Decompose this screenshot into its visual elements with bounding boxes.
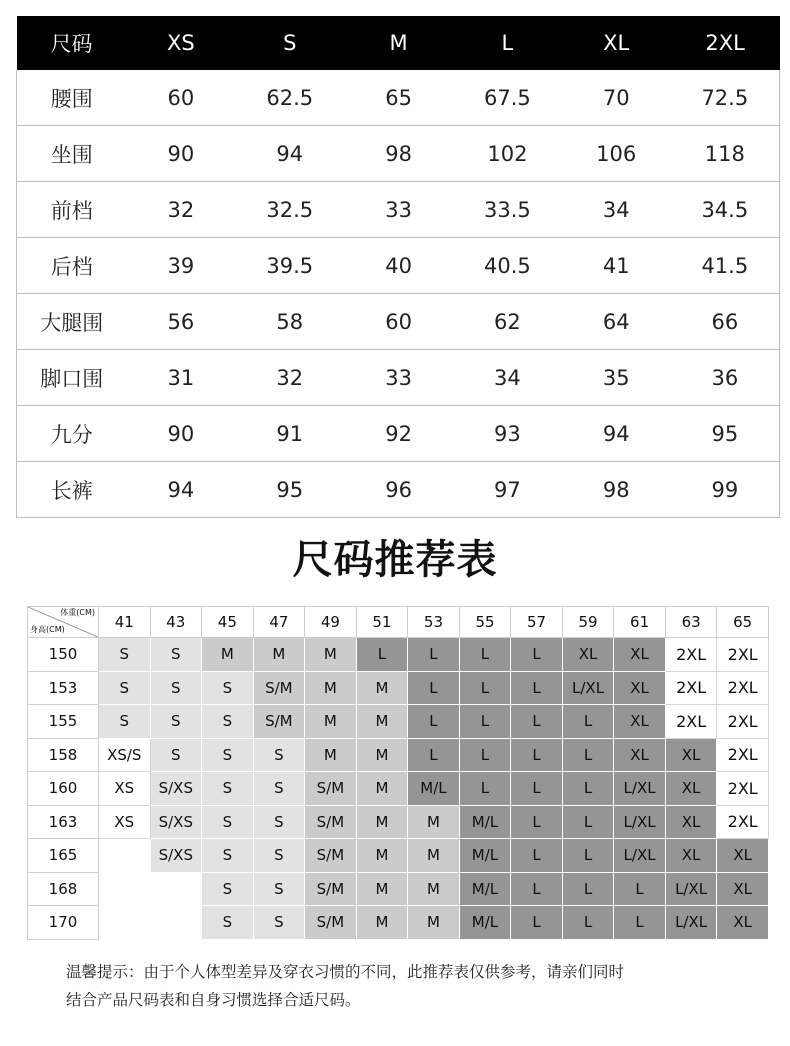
spec-cell: 96	[344, 462, 453, 518]
spec-cell: 67.5	[453, 70, 562, 126]
size-recommend-cell: L	[511, 772, 563, 806]
spec-cell: 62	[453, 294, 562, 350]
size-recommend-cell: S	[99, 638, 151, 672]
spec-row	[17, 294, 780, 350]
size-recommend-cell: L	[511, 705, 563, 739]
size-recommend-cell: M	[356, 705, 408, 739]
size-recommend-cell: S	[202, 839, 254, 873]
spec-cell: 90	[127, 126, 236, 182]
size-recommend-cell: XS/S	[99, 738, 151, 772]
spec-cell: 35	[562, 350, 671, 406]
size-recommend-cell: M	[202, 638, 254, 672]
weight-header-cell: 43	[150, 607, 202, 638]
size-recommend-cell: L/XL	[614, 839, 666, 873]
size-recommend-cell: M	[305, 638, 357, 672]
spec-header-cell: L	[453, 16, 562, 70]
spec-cell: 93	[453, 406, 562, 462]
size-recommend-cell: M	[408, 872, 460, 906]
tip-line-1: 温馨提示：由于个人体型差异及穿衣习惯的不同，此推荐表仅供参考，请亲们同时	[66, 963, 625, 981]
size-recommend-cell: XS	[99, 772, 151, 806]
size-recommend-cell: M	[356, 839, 408, 873]
spec-header-cell: 2XL	[671, 16, 780, 70]
size-recommend-cell: XL	[717, 872, 769, 906]
spec-cell: 40	[344, 238, 453, 294]
height-row	[28, 705, 769, 739]
spec-cell: 102	[453, 126, 562, 182]
size-recommend-cell: L	[459, 638, 511, 672]
size-recommend-cell	[99, 906, 151, 940]
spec-cell: 94	[127, 462, 236, 518]
weight-header-cell: 49	[305, 607, 357, 638]
size-recommend-cell: M	[305, 705, 357, 739]
size-recommend-cell: XL	[717, 906, 769, 940]
size-recommend-cell: M	[356, 805, 408, 839]
size-recommend-cell: L	[511, 805, 563, 839]
spec-cell: 41	[562, 238, 671, 294]
size-recommend-cell: XL	[614, 638, 666, 672]
size-recommend-cell: L/XL	[562, 671, 614, 705]
weight-axis-label: 体重(CM)	[60, 608, 95, 617]
recommend-body	[28, 607, 769, 940]
size-recommend-cell: L	[459, 705, 511, 739]
size-recommend-cell: L	[562, 705, 614, 739]
height-label: 163	[28, 805, 99, 839]
spec-body	[17, 70, 780, 518]
weight-header-cell: 41	[99, 607, 151, 638]
size-recommend-cell: L	[511, 671, 563, 705]
size-recommend-cell: 2XL	[665, 671, 717, 705]
height-row	[28, 772, 769, 806]
weight-header-cell: 47	[253, 607, 305, 638]
size-recommend-cell: XL	[717, 839, 769, 873]
height-row	[28, 738, 769, 772]
spec-cell: 95	[671, 406, 780, 462]
height-row	[28, 872, 769, 906]
spec-row-label: 坐围	[17, 126, 127, 182]
tip-note	[66, 958, 756, 1014]
size-recommend-cell	[150, 872, 202, 906]
spec-row	[17, 126, 780, 182]
spec-row	[17, 350, 780, 406]
weight-header-cell: 57	[511, 607, 563, 638]
size-recommend-cell: 2XL	[717, 805, 769, 839]
size-recommend-cell: 2XL	[665, 638, 717, 672]
spec-cell: 60	[127, 70, 236, 126]
height-row	[28, 805, 769, 839]
spec-cell: 31	[127, 350, 236, 406]
size-recommend-cell: M	[408, 839, 460, 873]
weight-header-cell: 65	[717, 607, 769, 638]
size-recommend-cell: L	[408, 705, 460, 739]
spec-cell: 60	[344, 294, 453, 350]
size-recommend-cell: S	[150, 638, 202, 672]
size-recommend-cell: XL	[665, 772, 717, 806]
height-label: 168	[28, 872, 99, 906]
size-recommend-cell: S	[202, 805, 254, 839]
spec-cell: 64	[562, 294, 671, 350]
spec-row	[17, 462, 780, 518]
height-label: 160	[28, 772, 99, 806]
size-recommend-cell: S	[202, 738, 254, 772]
spec-cell: 97	[453, 462, 562, 518]
height-label: 158	[28, 738, 99, 772]
size-recommend-table	[27, 606, 769, 940]
size-spec-table	[16, 16, 780, 518]
spec-row-label: 九分	[17, 406, 127, 462]
size-recommend-cell: M/L	[459, 872, 511, 906]
spec-header-cell: M	[344, 16, 453, 70]
spec-cell: 56	[127, 294, 236, 350]
weight-header-cell: 45	[202, 607, 254, 638]
size-recommend-cell	[150, 906, 202, 940]
recommend-title: 尺码推荐表	[292, 537, 498, 583]
size-recommend-cell: S	[253, 906, 305, 940]
height-row	[28, 906, 769, 940]
size-recommend-cell: S	[99, 671, 151, 705]
size-recommend-cell: S	[253, 872, 305, 906]
spec-cell: 41.5	[671, 238, 780, 294]
size-recommend-cell: L	[459, 671, 511, 705]
size-recommend-cell: S/M	[253, 705, 305, 739]
spec-row	[17, 182, 780, 238]
size-recommend-cell: S	[253, 839, 305, 873]
spec-cell: 62.5	[235, 70, 344, 126]
size-recommend-cell: L	[511, 738, 563, 772]
spec-row-label: 前档	[17, 182, 127, 238]
spec-cell: 94	[562, 406, 671, 462]
size-recommend-cell: S	[253, 772, 305, 806]
spec-cell: 99	[671, 462, 780, 518]
size-recommend-cell: L	[459, 772, 511, 806]
size-recommend-cell: L	[562, 839, 614, 873]
size-recommend-cell: S	[150, 671, 202, 705]
size-recommend-cell: XL	[665, 738, 717, 772]
size-recommend-cell: 2XL	[717, 738, 769, 772]
size-recommend-cell: S/XS	[150, 839, 202, 873]
spec-header-cell: S	[235, 16, 344, 70]
weight-header-cell: 55	[459, 607, 511, 638]
spec-cell: 33.5	[453, 182, 562, 238]
spec-cell: 106	[562, 126, 671, 182]
size-recommend-cell: L	[408, 671, 460, 705]
spec-cell: 36	[671, 350, 780, 406]
spec-cell: 33	[344, 350, 453, 406]
size-recommend-cell: S/M	[305, 872, 357, 906]
height-label: 170	[28, 906, 99, 940]
size-recommend-cell: L	[408, 638, 460, 672]
size-recommend-cell: L/XL	[665, 872, 717, 906]
size-recommend-cell: 2XL	[717, 638, 769, 672]
spec-cell: 91	[235, 406, 344, 462]
size-recommend-cell: XL	[562, 638, 614, 672]
weight-header-row	[28, 607, 769, 638]
spec-cell: 70	[562, 70, 671, 126]
spec-cell: 65	[344, 70, 453, 126]
size-recommend-cell: S	[253, 738, 305, 772]
corner-cell	[28, 607, 99, 638]
size-recommend-cell: S	[253, 805, 305, 839]
size-recommend-cell: S/M	[305, 906, 357, 940]
spec-cell: 32	[127, 182, 236, 238]
size-recommend-cell: 2XL	[717, 705, 769, 739]
spec-row-label: 大腿围	[17, 294, 127, 350]
size-recommend-cell: M	[356, 872, 408, 906]
spec-row	[17, 238, 780, 294]
weight-header-cell: 63	[665, 607, 717, 638]
size-recommend-cell: L	[562, 772, 614, 806]
height-label: 150	[28, 638, 99, 672]
height-label: 153	[28, 671, 99, 705]
size-recommend-cell: XL	[665, 839, 717, 873]
size-recommend-cell: S	[150, 705, 202, 739]
size-recommend-cell: S	[202, 671, 254, 705]
spec-row-label: 腰围	[17, 70, 127, 126]
height-axis-label: 身高(CM)	[30, 625, 65, 634]
spec-header-cell: XS	[127, 16, 236, 70]
spec-cell: 39.5	[235, 238, 344, 294]
spec-cell: 40.5	[453, 238, 562, 294]
size-recommend-cell: L	[356, 638, 408, 672]
spec-header-cell: XL	[562, 16, 671, 70]
size-recommend-cell: L	[511, 839, 563, 873]
size-recommend-cell: M	[253, 638, 305, 672]
size-recommend-cell: L	[614, 906, 666, 940]
size-recommend-cell: S/M	[305, 839, 357, 873]
spec-row	[17, 406, 780, 462]
spec-cell: 92	[344, 406, 453, 462]
size-recommend-cell: 2XL	[717, 671, 769, 705]
size-recommend-cell: S	[202, 872, 254, 906]
size-recommend-cell: L	[562, 872, 614, 906]
size-recommend-cell	[99, 872, 151, 906]
size-recommend-cell: M/L	[459, 839, 511, 873]
spec-cell: 90	[127, 406, 236, 462]
spec-cell: 72.5	[671, 70, 780, 126]
size-recommend-cell: L	[562, 805, 614, 839]
weight-header-cell: 51	[356, 607, 408, 638]
tip-line-2: 结合产品尺码表和自身习惯选择合适尺码。	[66, 991, 361, 1009]
height-row	[28, 671, 769, 705]
size-recommend-cell: L	[614, 872, 666, 906]
spec-row-label: 长裤	[17, 462, 127, 518]
size-recommend-cell: L	[511, 872, 563, 906]
spec-cell: 98	[562, 462, 671, 518]
size-recommend-cell: S/XS	[150, 805, 202, 839]
size-recommend-cell: L	[511, 638, 563, 672]
spec-cell: 58	[235, 294, 344, 350]
height-label: 155	[28, 705, 99, 739]
size-recommend-cell: S	[202, 772, 254, 806]
size-recommend-cell: XL	[614, 738, 666, 772]
size-recommend-cell: M	[356, 906, 408, 940]
size-recommend-cell: L/XL	[614, 805, 666, 839]
size-recommend-cell: M	[305, 738, 357, 772]
size-recommend-cell: 2XL	[717, 772, 769, 806]
size-recommend-cell: M	[408, 906, 460, 940]
height-row	[28, 638, 769, 672]
spec-cell: 33	[344, 182, 453, 238]
size-recommend-cell: S	[202, 705, 254, 739]
spec-cell: 98	[344, 126, 453, 182]
size-recommend-cell: XL	[614, 671, 666, 705]
size-recommend-cell: XS	[99, 805, 151, 839]
size-recommend-cell: M/L	[408, 772, 460, 806]
size-recommend-cell: S	[202, 906, 254, 940]
spec-cell: 94	[235, 126, 344, 182]
height-row	[28, 839, 769, 873]
spec-cell: 118	[671, 126, 780, 182]
spec-row	[17, 70, 780, 126]
size-recommend-cell: M	[305, 671, 357, 705]
size-recommend-cell: L	[562, 906, 614, 940]
spec-cell: 32	[235, 350, 344, 406]
size-recommend-cell: M	[408, 805, 460, 839]
size-recommend-cell: L	[459, 738, 511, 772]
size-recommend-cell: M	[356, 671, 408, 705]
spec-cell: 32.5	[235, 182, 344, 238]
size-recommend-cell: L	[562, 738, 614, 772]
spec-header-cell: 尺码	[17, 16, 127, 70]
spec-cell: 34	[453, 350, 562, 406]
spec-cell: 34	[562, 182, 671, 238]
weight-header-cell: 61	[614, 607, 666, 638]
size-recommend-cell: M/L	[459, 906, 511, 940]
spec-cell: 95	[235, 462, 344, 518]
size-recommend-cell: S/M	[305, 805, 357, 839]
spec-row-label: 脚口围	[17, 350, 127, 406]
size-recommend-cell: 2XL	[665, 705, 717, 739]
spec-row-label: 后档	[17, 238, 127, 294]
size-recommend-cell: S	[150, 738, 202, 772]
height-label: 165	[28, 839, 99, 873]
size-recommend-cell: M	[356, 738, 408, 772]
size-recommend-cell: M/L	[459, 805, 511, 839]
spec-cell: 34.5	[671, 182, 780, 238]
weight-header-cell: 59	[562, 607, 614, 638]
size-recommend-cell	[99, 839, 151, 873]
size-recommend-cell: M	[356, 772, 408, 806]
size-recommend-cell: L	[408, 738, 460, 772]
size-recommend-cell: L/XL	[614, 772, 666, 806]
size-recommend-cell: XL	[665, 805, 717, 839]
spec-cell: 66	[671, 294, 780, 350]
size-recommend-cell: S/XS	[150, 772, 202, 806]
size-recommend-cell: XL	[614, 705, 666, 739]
size-recommend-cell: S/M	[253, 671, 305, 705]
size-recommend-cell: S/M	[305, 772, 357, 806]
spec-header-row	[17, 16, 780, 70]
weight-header-cell: 53	[408, 607, 460, 638]
size-recommend-cell: L/XL	[665, 906, 717, 940]
size-recommend-cell: S	[99, 705, 151, 739]
size-recommend-cell: L	[511, 906, 563, 940]
spec-cell: 39	[127, 238, 236, 294]
